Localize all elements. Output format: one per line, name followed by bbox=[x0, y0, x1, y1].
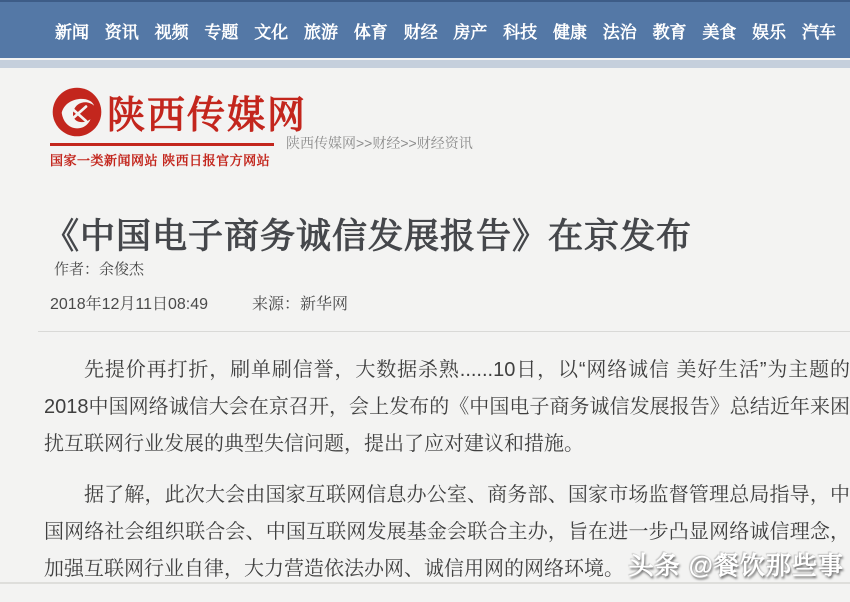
article-divider bbox=[38, 331, 850, 332]
site-logo[interactable] bbox=[50, 84, 307, 139]
nav-item-education[interactable]: 教育 bbox=[652, 22, 687, 42]
nav-item-info[interactable]: 资讯 bbox=[104, 22, 139, 42]
article-date: 2018年12月11日08:49 bbox=[50, 296, 209, 313]
nav-item-finance[interactable]: 财经 bbox=[403, 22, 438, 42]
nav-item-auto[interactable]: 汽车 bbox=[801, 22, 836, 42]
nav-item-law[interactable]: 法治 bbox=[602, 22, 637, 42]
article-title: 《中国电子商务诚信发展报告》在京发布 bbox=[44, 217, 693, 257]
nav-item-travel[interactable]: 旅游 bbox=[303, 22, 338, 42]
nav-item-realestate[interactable]: 房产 bbox=[453, 22, 488, 42]
article-source: 来源：新华网 bbox=[252, 296, 349, 313]
logo-emblem-icon bbox=[50, 85, 104, 139]
top-nav-items bbox=[0, 2, 850, 58]
nav-item-entertainment[interactable]: 娱乐 bbox=[752, 22, 787, 42]
logo-tagline: 国家一类新闻网站 陕西日报官方网站 bbox=[50, 153, 271, 168]
toutiao-watermark: 头条 @餐饮那些事 bbox=[628, 552, 844, 580]
site-header bbox=[50, 84, 307, 169]
article-paragraph: 先提价再打折，刷单刷信誉，大数据杀熟......10日，以“网络诚信 美好生活”为主题的2018中国网络诚信大会在京召开，会上发布的《中国电子商务诚信发展报告》总结近年来困扰互联网行业发展的典型失信问题，提出了应对建议和措施。 bbox=[44, 359, 850, 455]
article-author: 作者：余俊杰 bbox=[54, 261, 145, 278]
article-dateline bbox=[50, 291, 348, 314]
nav-item-news[interactable]: 新闻 bbox=[55, 22, 89, 42]
article-paragraph: 据了解，此次大会由国家互联网信息办公室、商务部、国家市场监督管理总局指导，中国网络社会组织联合会、中国互联网发展基金会联合主办，旨在进一步凸显网络诚信理念，加强互联网行业自律，大力营造依法办网、诚信用网的网络环境。 bbox=[44, 484, 850, 580]
logo-underline bbox=[50, 143, 274, 146]
logo-title: 陕西传媒网 bbox=[107, 95, 308, 137]
nav-item-video[interactable]: 视频 bbox=[154, 22, 189, 42]
nav-item-tech[interactable]: 科技 bbox=[503, 22, 538, 42]
nav-item-health[interactable]: 健康 bbox=[552, 22, 587, 42]
breadcrumb[interactable]: 陕西传媒网>>财经>>财经资讯 bbox=[286, 135, 473, 151]
nav-item-culture[interactable]: 文化 bbox=[254, 22, 289, 42]
nav-item-sports[interactable]: 体育 bbox=[353, 22, 388, 42]
nav-item-special[interactable]: 专题 bbox=[204, 22, 239, 42]
nav-bottom-strip bbox=[0, 60, 850, 68]
top-nav-bar bbox=[0, 0, 850, 58]
bottom-section-divider bbox=[0, 582, 850, 584]
nav-item-food[interactable]: 美食 bbox=[702, 22, 737, 42]
